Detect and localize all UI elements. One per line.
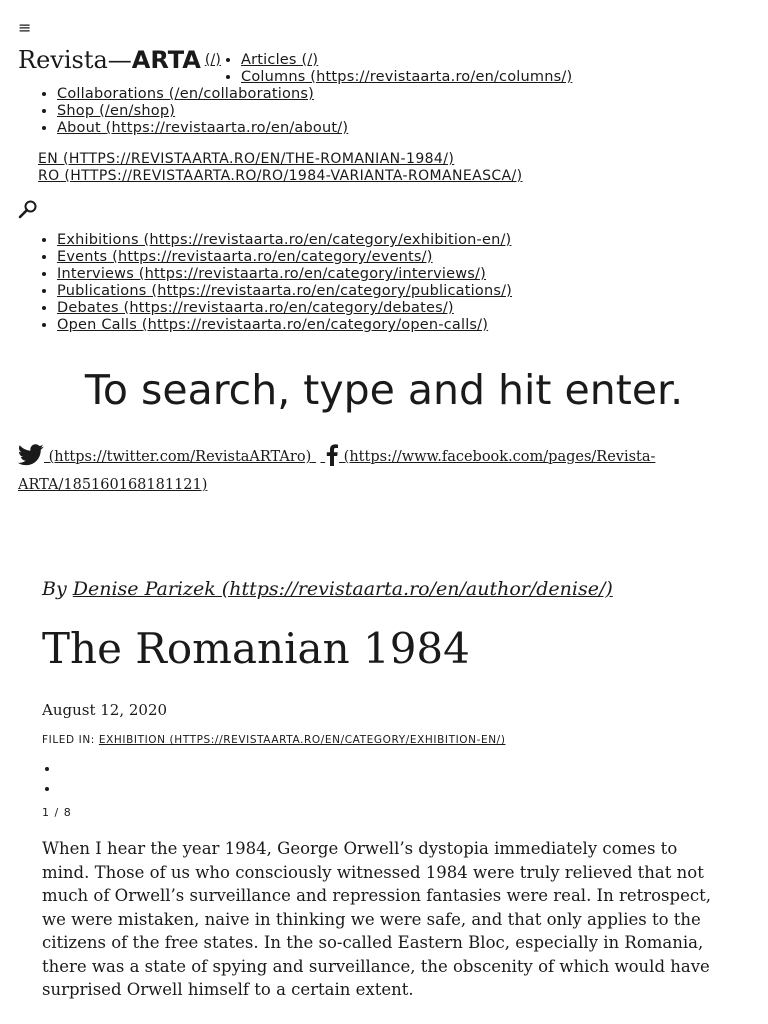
logo-text-revista: Revista— xyxy=(18,46,132,74)
category-link-exhibitions[interactable]: Exhibitions (https://revistaarta.ro/en/category/exhibition-en/) xyxy=(57,232,512,248)
slideshow-dots xyxy=(42,759,60,799)
category-nav xyxy=(38,232,512,334)
language-link-en[interactable]: EN (HTTPS://REVISTAARTA.RO/EN/THE-ROMANIAN-1984/) xyxy=(38,151,455,167)
nav-item-about xyxy=(57,120,348,137)
category-item-publications xyxy=(57,283,512,300)
article-date: August 12, 2020 xyxy=(42,701,168,719)
category-item-exhibitions xyxy=(57,232,512,249)
category-item-open-calls xyxy=(57,317,512,334)
slide-counter: 1 / 8 xyxy=(42,806,72,819)
hamburger-icon[interactable]: ≡ xyxy=(18,18,32,37)
nav-item-collaborations xyxy=(57,86,348,103)
article-category xyxy=(42,733,506,747)
nav-item-columns xyxy=(241,69,572,86)
logo-text-arta: ARTA xyxy=(131,46,201,74)
category-link-debates[interactable]: Debates (https://revistaarta.ro/en/category/debates/) xyxy=(57,300,454,316)
nav-link-articles[interactable]: Articles (/) xyxy=(241,52,319,68)
facebook-icon xyxy=(325,444,339,474)
social-links xyxy=(18,444,658,497)
category-link-open-calls[interactable]: Open Calls (https://revistaarta.ro/en/category/open-calls/) xyxy=(57,317,489,333)
article-body: When I hear the year 1984, George Orwell’s dystopia immediately comes to mind. Those of us who consciously witnessed 1984 were truly relieved that not much of Orwell’s surveillance and repression fantasies were real. In retrospect, we were mistaken, naive in thinking we were safe, and that only applies to the citizens of the free states. In the so-called Eastern Bloc, especially in Romania, there was a state of spying and surveillance, the obscenity of which would have surprised Orwell himself to a certain extent. xyxy=(42,839,711,999)
category-link-publications[interactable]: Publications (https://revistaarta.ro/en/category/publications/) xyxy=(57,283,513,299)
article-byline xyxy=(42,576,613,602)
category-link-events[interactable]: Events (https://revistaarta.ro/en/category/events/) xyxy=(57,249,433,265)
language-switcher xyxy=(38,151,523,185)
nav-link-about[interactable]: About (https://revistaarta.ro/en/about/) xyxy=(57,120,349,136)
search-icon[interactable] xyxy=(18,199,38,219)
primary-nav-top xyxy=(222,52,572,86)
category-item-interviews xyxy=(57,266,512,283)
category-item-events xyxy=(57,249,512,266)
site-logo[interactable] xyxy=(18,45,201,75)
twitter-link-text: (https://twitter.com/RevistaARTAro) xyxy=(44,449,312,465)
primary-nav xyxy=(38,86,348,137)
nav-link-shop[interactable]: Shop (/en/shop) xyxy=(57,103,176,119)
facebook-link-text: (https://www.facebook.com/pages/Revista-ARTA/185160168181121) xyxy=(18,449,656,493)
article-title: The Romanian 1984 xyxy=(42,624,470,673)
nav-link-collaborations[interactable]: Collaborations (/en/collaborations) xyxy=(57,86,315,102)
twitter-link[interactable] xyxy=(18,449,316,465)
category-item-debates xyxy=(57,300,512,317)
filed-in-label: FILED IN: xyxy=(42,734,99,746)
logo-home-link[interactable]: (/) xyxy=(204,52,222,68)
twitter-icon xyxy=(18,444,44,474)
byline-label: By xyxy=(42,578,73,600)
author-link[interactable]: Denise Parizek (https://revistaarta.ro/en/author/denise/) xyxy=(72,578,613,600)
site-header xyxy=(18,45,221,75)
nav-link-columns[interactable]: Columns (https://revistaarta.ro/en/columns/) xyxy=(241,69,573,85)
nav-item-shop xyxy=(57,103,348,120)
language-link-ro[interactable]: RO (HTTPS://REVISTAARTA.RO/RO/1984-VARIANTA-ROMANEASCA/) xyxy=(38,168,523,184)
nav-item-articles xyxy=(241,52,572,69)
category-link-exhibition[interactable]: EXHIBITION (HTTPS://REVISTAARTA.RO/EN/CATEGORY/EXHIBITION-EN/) xyxy=(98,734,506,746)
search-prompt[interactable]: To search, type and hit enter. xyxy=(84,366,684,414)
category-link-interviews[interactable]: Interviews (https://revistaarta.ro/en/category/interviews/) xyxy=(57,266,486,282)
